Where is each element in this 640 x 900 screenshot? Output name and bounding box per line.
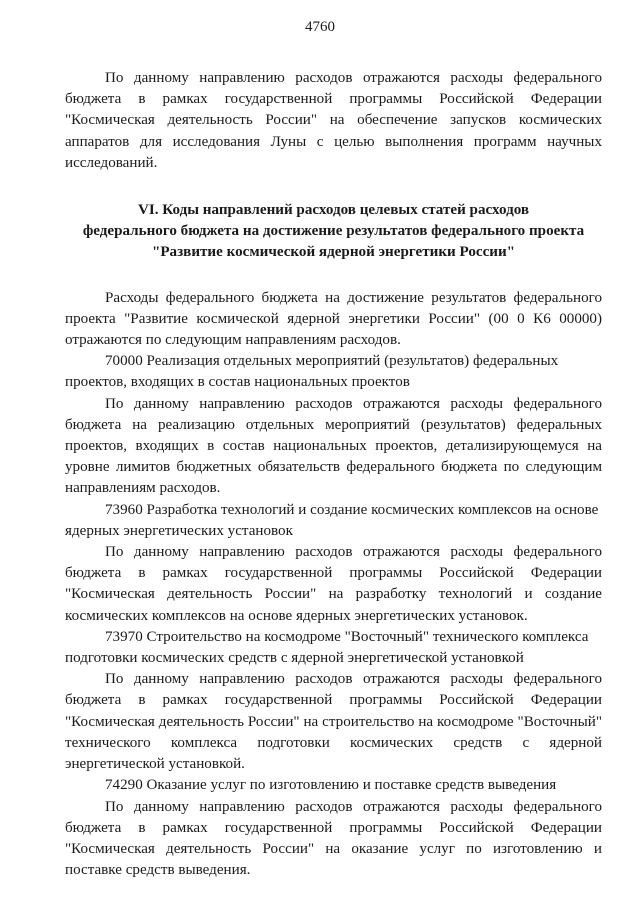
intro-paragraph: По данному направлению расходов отражаются расходы федерального бюджета в рамках государственной программы Российской Федерации "Космическая деятельность России" на обеспечение запусков космических аппаратов для исследования Луны с целью выполнения программ научных исследований. <box>65 70 602 171</box>
expense-code-73970: 73970 Строительство на космодроме "Восточный" технического комплекса подготовки космических средств с ядерной энергетической установкой <box>65 628 589 667</box>
section-heading-line-2: федерального бюджета на достижение результатов федерального проекта <box>82 223 585 240</box>
expense-description-73960: По данному направлению расходов отражаются расходы федерального бюджета в рамках государственной программы Российской Федерации "Космическая деятельность России" на разработку технологий и создание космических комплексов на основе ядерных энергетических установок. <box>65 544 602 624</box>
expense-code-73960: 73960 Разработка технологий и создание космических комплексов на основе ядерных энергетических установок <box>65 501 599 539</box>
expense-description-74290: По данному направлению расходов отражаются расходы федерального бюджета в рамках государственной программы Российской Федерации "Космическая деятельность России" на оказание услуг по изготовлению и поставке средств выведения. <box>65 798 602 879</box>
section-heading <box>65 200 602 264</box>
expense-code-70000: 70000 Реализация отдельных мероприятий (результатов) федеральных проектов, входящих в состав национальных проектов <box>65 353 559 391</box>
document-body <box>65 68 602 881</box>
expense-code-74290: 74290 Оказание услуг по изготовлению и поставке средств выведения <box>105 777 557 794</box>
expense-description-70000: По данному направлению расходов отражаются расходы федерального бюджета на реализацию отдельных мероприятий (результатов) федеральных проектов, входящих в состав национальных проектов, детализирующемуся на уровне лимитов бюджетных обязательств федерального бюджета по следующим направлениям расходов. <box>65 395 602 497</box>
page-number: 4760 <box>305 19 335 35</box>
section-heading-line-1: VI. Коды направлений расходов целевых статей расходов <box>137 202 530 219</box>
section-heading-line-3: "Развитие космической ядерной энергетики России" <box>151 244 516 261</box>
expense-description-73970: По данному направлению расходов отражаются расходы федерального бюджета в рамках государственной программы Российской Федерации "Космическая деятельность России" на строительство на космодроме "Восточный" технического комплекса подготовки космических средств с ядерной энергетической установкой. <box>65 671 602 773</box>
section-intro-paragraph: Расходы федерального бюджета на достижение результатов федерального проекта "Развитие космической ядерной энергетики России" (00 0 К6 00000) отражаются по следующим направлениям расходов. <box>65 289 602 349</box>
